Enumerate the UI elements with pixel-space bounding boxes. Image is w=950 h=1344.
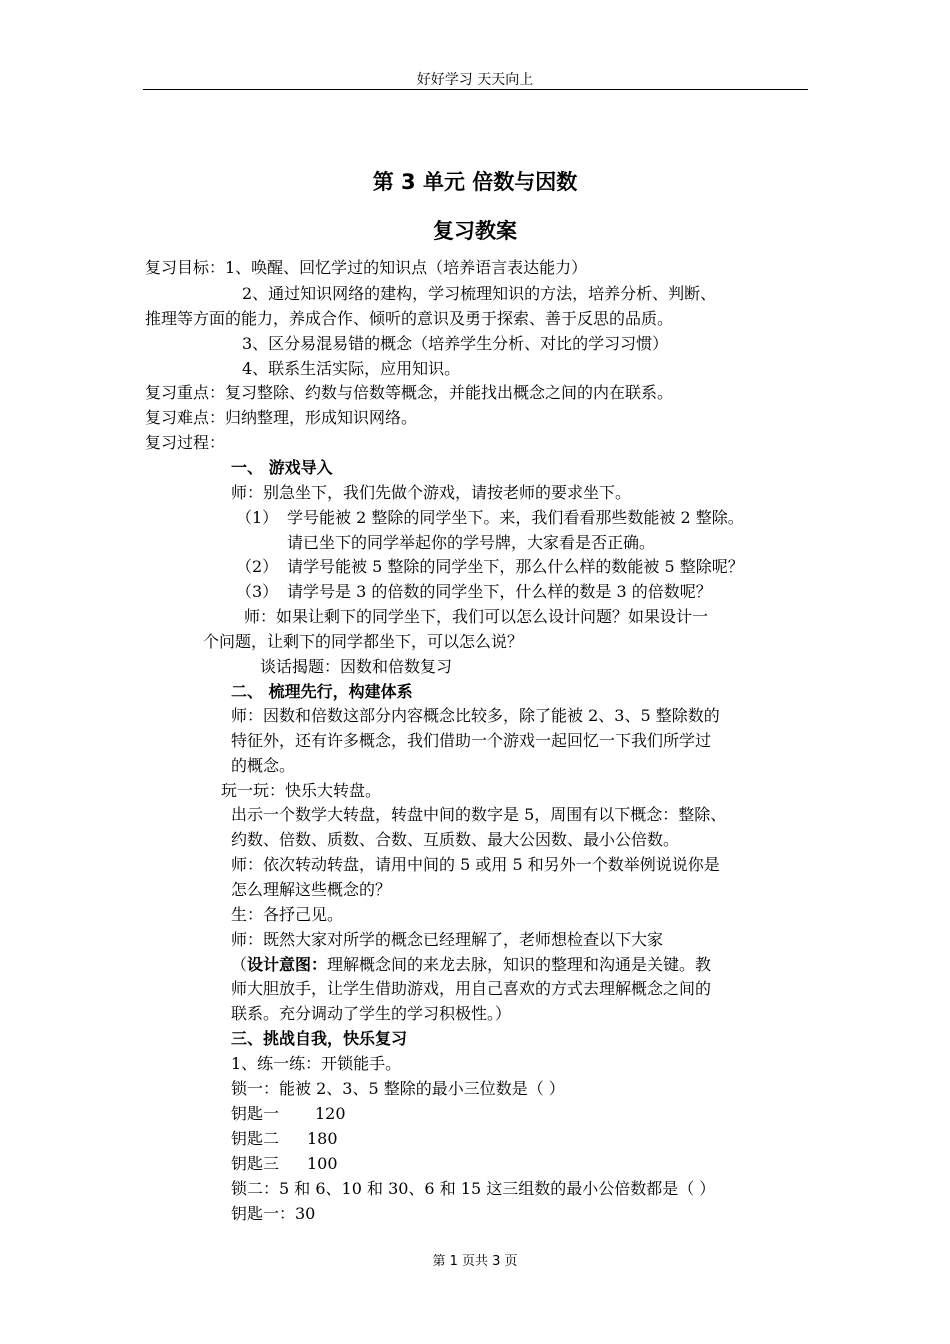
design-intent-text: 理解概念间的来龙去脉，知识的整理和沟通是关键。教 <box>327 955 712 974</box>
show-line-cont: 约数、倍数、质数、合数、互质数、最大公因数、最小公倍数。 <box>231 830 680 849</box>
design-intent-cont: 联系。充分调动了学生的学习积极性。） <box>231 1004 512 1023</box>
item-number: （3） <box>236 582 279 601</box>
difficulties: 复习难点：归纳整理，形成知识网络。 <box>145 408 418 427</box>
key-label: 钥匙三 <box>231 1154 280 1173</box>
play-line: 玩一玩：快乐大转盘。 <box>221 781 382 800</box>
lock-1: 锁一：能被 2、3、5 整除的最小三位数是（ ） <box>231 1079 565 1098</box>
unit-title: 第 3 单元 倍数与因数 <box>372 170 578 194</box>
key-value: 120 <box>315 1104 346 1123</box>
goal-2: 2、通过知识网络的建构，学习梳理知识的方法，培养分析、判断、 <box>242 284 717 303</box>
lock-2: 锁二：5 和 6、10 和 30、6 和 15 这三组数的最小公倍数都是（ ） <box>231 1179 716 1198</box>
item-2: 请学号能被 5 整除的同学坐下，那么什么样的数能被 5 整除呢？ <box>287 557 744 576</box>
topic-line: 谈话揭题：因数和倍数复习 <box>260 657 453 676</box>
design-intent-cont: 师大胆放手，让学生借助游戏，用自己喜欢的方式去理解概念之间的 <box>231 979 712 998</box>
page-header: 好好学习 天天向上 <box>416 72 534 88</box>
process-label: 复习过程： <box>145 433 226 452</box>
goal-2-cont: 推理等方面的能力，养成合作、倾听的意识及勇于探索、善于反思的品质。 <box>145 309 674 328</box>
document-title: 复习教案 <box>433 219 517 243</box>
goal-3: 3、区分易混易错的概念（培养学生分析、对比的学习习惯） <box>242 334 669 353</box>
student-line: 生：各抒己见。 <box>231 905 344 924</box>
key-value: 180 <box>307 1129 338 1148</box>
section-1-heading: 一、 游戏导入 <box>231 458 333 477</box>
teacher-line: 师：因数和倍数这部分内容概念比较多，除了能被 2、3、5 整除数的 <box>231 706 720 725</box>
teacher-line: 师：依次转动转盘，请用中间的 5 或用 5 和另外一个数举例说说你是 <box>231 855 720 874</box>
teacher-line: 师：既然大家对所学的概念已经理解了，老师想检查以下大家 <box>231 930 664 949</box>
teacher-question-cont: 个问题，让剩下的同学都坐下，可以怎么说？ <box>203 632 524 651</box>
goal-1: 复习目标：1、唤醒、回忆学过的知识点（培养语言表达能力） <box>145 258 588 277</box>
section-2-heading: 二、 梳理先行，构建体系 <box>231 682 413 701</box>
item-number: （1） <box>236 508 279 527</box>
page-number: 第 1 页共 3 页 <box>432 1254 518 1269</box>
teacher-line-cont: 怎么理解这些概念的？ <box>231 880 392 899</box>
key-line: 钥匙一：30 <box>231 1204 316 1223</box>
item-3: 请学号是 3 的倍数的同学坐下，什么样的数是 3 的倍数呢？ <box>287 582 712 601</box>
practice-line: 1、练一练：开锁能手。 <box>231 1054 402 1073</box>
key-label: 钥匙一 <box>231 1104 280 1123</box>
teacher-question: 师：如果让剩下的同学坐下，我们可以怎么设计问题？如果设计一 <box>244 607 709 626</box>
teacher-line-cont: 特征外，还有许多概念，我们借助一个游戏一起回忆一下我们所学过 <box>231 731 712 750</box>
teacher-line-cont: 的概念。 <box>231 756 296 775</box>
show-line: 出示一个数学大转盘，转盘中间的数字是 5，周围有以下概念：整除、 <box>231 805 727 824</box>
item-number: （2） <box>236 557 279 576</box>
item-1-cont: 请已坐下的同学举起你的学号牌，大家看是否正确。 <box>287 533 656 552</box>
design-intent-paren: （ <box>231 955 248 974</box>
design-intent-label: 设计意图： <box>247 955 328 974</box>
section-3-heading: 三、挑战自我，快乐复习 <box>231 1029 408 1048</box>
key-label: 钥匙二 <box>231 1129 280 1148</box>
key-value: 100 <box>307 1154 338 1173</box>
goal-4: 4、联系生活实际，应用知识。 <box>242 359 461 378</box>
teacher-line: 师：别急坐下，我们先做个游戏，请按老师的要求坐下。 <box>231 483 632 502</box>
header-divider <box>143 89 808 90</box>
design-intent <box>231 955 711 975</box>
item-1: 学号能被 2 整除的同学坐下。来，我们看看那些数能被 2 整除。 <box>287 508 744 527</box>
key-points: 复习重点：复习整除、约数与倍数等概念，并能找出概念之间的内在联系。 <box>145 383 674 402</box>
